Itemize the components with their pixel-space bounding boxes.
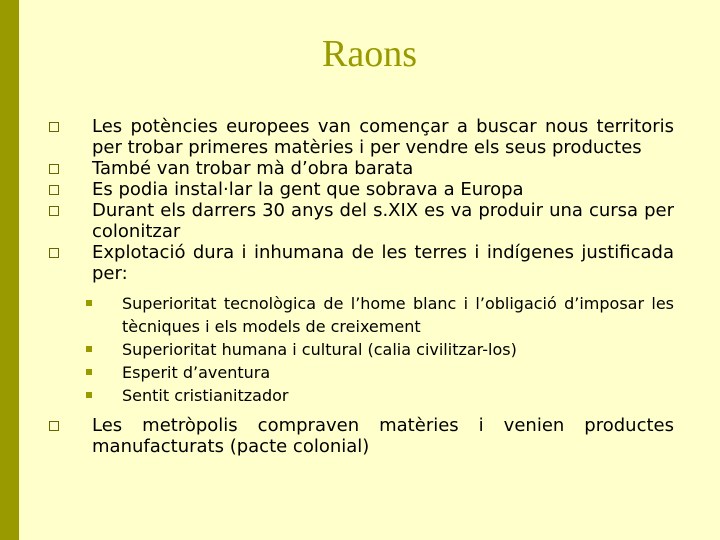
sub-bullet-text: Esperit d’aventura: [122, 363, 271, 382]
bullet-text: Durant els darrers 30 anys del s.XIX es va produir una cursa per colonitzar: [92, 200, 674, 242]
square-bullet-icon: [49, 122, 59, 132]
square-bullet-icon: [49, 248, 59, 258]
bullet-text: Les potències europees van començar a buscar nous territoris per trobar primeres matèries i per vendre els seus productes: [92, 116, 674, 158]
sub-bullet-item: [48, 361, 674, 384]
sub-bullet-item: [48, 384, 674, 407]
bullet-item: [48, 200, 674, 242]
bullet-text: Les metròpolis compraven matèries i venien productes manufacturats (pacte colonial): [92, 415, 674, 457]
filled-square-bullet-icon: [86, 346, 92, 352]
sub-bullet-item: [48, 338, 674, 361]
slide-title: Raons: [322, 33, 417, 75]
square-bullet-icon: [49, 185, 59, 195]
bullet-item: [48, 158, 674, 179]
slide-side-bar: [0, 0, 19, 540]
filled-square-bullet-icon: [86, 369, 92, 375]
square-bullet-icon: [49, 164, 59, 174]
bullet-item: [48, 179, 674, 200]
bullet-text: També van trobar mà d’obra barata: [92, 158, 414, 179]
square-bullet-icon: [49, 421, 59, 431]
sub-bullet-list: [48, 292, 674, 407]
sub-bullet-text: Superioritat humana i cultural (calia civilitzar-los): [122, 340, 517, 359]
bullet-text: Es podia instal·lar la gent que sobrava a Europa: [92, 179, 524, 200]
filled-square-bullet-icon: [86, 300, 92, 306]
sub-bullet-text: Sentit cristianitzador: [122, 386, 289, 405]
filled-square-bullet-icon: [86, 392, 92, 398]
sub-bullet-text: Superioritat tecnològica de l’home blanc i l’obligació d’imposar les tècniques i els models de creixement: [122, 294, 674, 336]
sub-bullet-item: [48, 292, 674, 338]
bullet-item: [48, 415, 674, 457]
square-bullet-icon: [49, 206, 59, 216]
bullet-item: [48, 242, 674, 284]
bullet-item: [48, 116, 674, 158]
bullet-text: Explotació dura i inhumana de les terres i indígenes justificada per:: [92, 242, 674, 284]
bullet-list: [48, 116, 674, 457]
